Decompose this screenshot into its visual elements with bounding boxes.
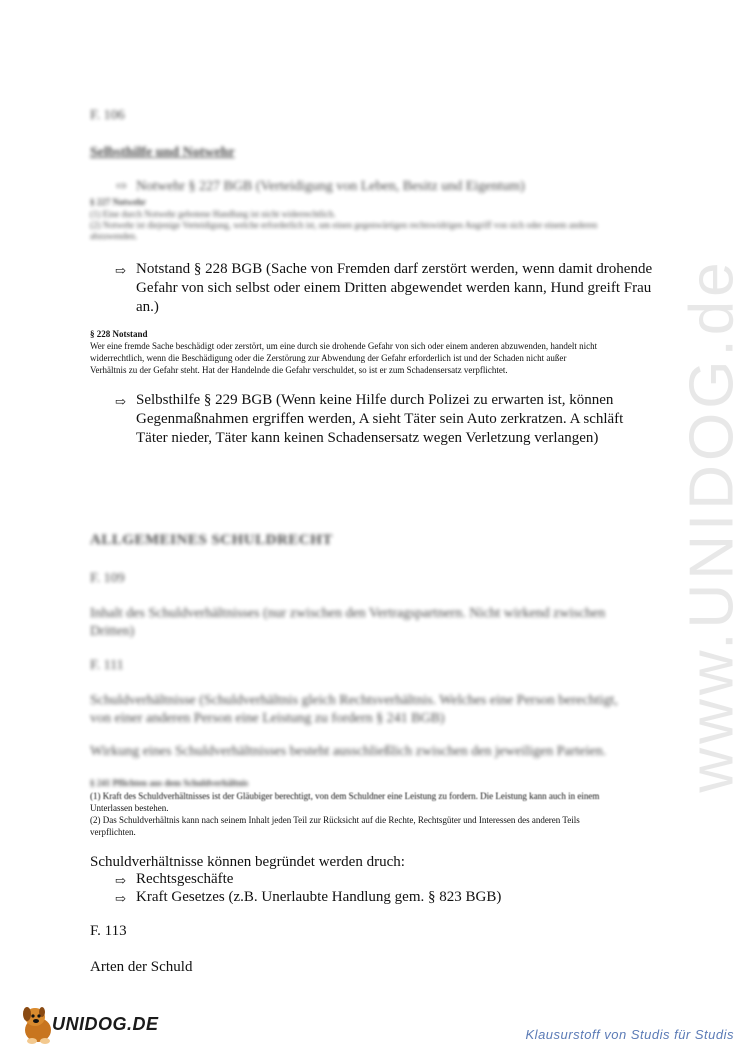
arrow-icon: ⇨ [115,873,126,888]
paragraph-line: Arten der Schuld [90,959,193,975]
notstand-line: Gefahr von sich selbst oder einem Dritten abgewendet werden kann, Hund greift Frau [136,280,652,296]
paragraph-line: Schuldverhältnisse können begründet werden druch: [90,854,405,870]
unidog-logo [18,1000,158,1050]
arrow-icon: ⇨ [115,394,126,409]
law-title: § 228 Notstand [90,329,148,339]
selbsthilfe-line: Selbsthilfe § 229 BGB (Wenn keine Hilfe durch Polizei zu erwarten ist, können [136,392,614,408]
law-line: Verhältnis zu der Gefahr steht. Hat der Handelnde die Gefahr verschuldet, so ist er zum Schadensersatz verpflichtet. [90,365,508,375]
law-line: widerrechtlich, wenn die Beschädigung oder die Zerstörung zur Abwendung der Gefahr erforderlich ist und der Schaden nicht außer [90,353,567,363]
law-line: abzuwenden. [90,231,138,241]
law-line: (1) Eine durch Notwehr gebotene Handlung ist nicht widerrechtlich. [90,209,336,219]
selbsthilfe-line: Täter nieder, Täter kann keinen Schadensersatz wegen Verletzung verlangen) [136,430,599,446]
notwehr-item: Notwehr § 227 BGB (Verteidigung von Leben, Besitz und Eigentum) [136,179,525,194]
notstand-line: Notstand § 228 BGB (Sache von Fremden darf zerstört werden, wenn damit drohende [136,261,653,277]
page-ref: F. 106 [90,108,125,123]
section-heading: ALLGEMEINES SCHULDRECHT [90,532,333,548]
footer-tagline: Klausurstoff von Studis für Studis [525,1027,734,1042]
paragraph-line: Schuldverhältnisse (Schuldverhältnis gleich Rechtsverhältnis. Welches eine Person berechtigt, [90,693,618,708]
law-line: Unterlassen bestehen. [90,803,169,813]
page-ref: F. 109 [90,571,125,586]
watermark: www.UNIDOG.de [677,258,747,793]
list-item: Kraft Gesetzes (z.B. Unerlaubte Handlung gem. § 823 BGB) [136,889,502,905]
section-heading: Selbsthilfe und Notwehr [90,145,235,160]
arrow-icon: ⇨ [115,263,126,278]
law-title: § 241 Pflichten aus dem Schuldverhältnis [90,778,249,788]
law-line: verpflichten. [90,827,136,837]
arrow-icon: ⇨ [116,178,127,193]
page-ref: F. 111 [90,658,124,673]
law-title: § 227 Notwehr [90,197,146,207]
list-item: Rechtsgeschäfte [136,871,234,887]
arrow-icon: ⇨ [115,891,126,906]
paragraph-line: Dritten) [90,624,135,639]
law-line: (1) Kraft des Schuldverhältnisses ist der Gläubiger berechtigt, von dem Schuldner eine Leistung zu fordern. Die Leistung kann auch in einem [90,791,600,801]
law-line: (2) Das Schuldverhältnis kann nach seinem Inhalt jeden Teil zur Rücksicht auf die Rechte, Rechtsgüter und Interessen des anderen Teils [90,815,580,825]
law-line: (2) Notwehr ist diejenige Verteidigung, welche erforderlich ist, um einen gegenwärtigen rechtswidrigen Angriff von sich oder einem anderen [90,220,598,230]
paragraph-line: Inhalt des Schuldverhältnisses (nur zwischen den Vertragspartnern. Nicht wirkend zwischen [90,606,606,621]
paragraph-line: von einer anderen Person eine Leistung zu fordern § 241 BGB) [90,711,445,726]
selbsthilfe-line: Gegenmaßnahmen ergriffen werden, A sieht Täter sein Auto zerkratzen. A schläft [136,411,624,427]
law-line: Wer eine fremde Sache beschädigt oder zerstört, um eine durch sie drohende Gefahr von sich oder einem anderen abzuwenden, handelt nicht [90,341,598,351]
notstand-line: an.) [136,299,159,315]
page-ref: F. 113 [90,923,127,939]
logo-text: UNIDOG.DE [52,1014,159,1034]
paragraph-line: Wirkung eines Schuldverhältnisses besteht ausschließlich zwischen den jeweiligen Parteien. [90,744,607,759]
